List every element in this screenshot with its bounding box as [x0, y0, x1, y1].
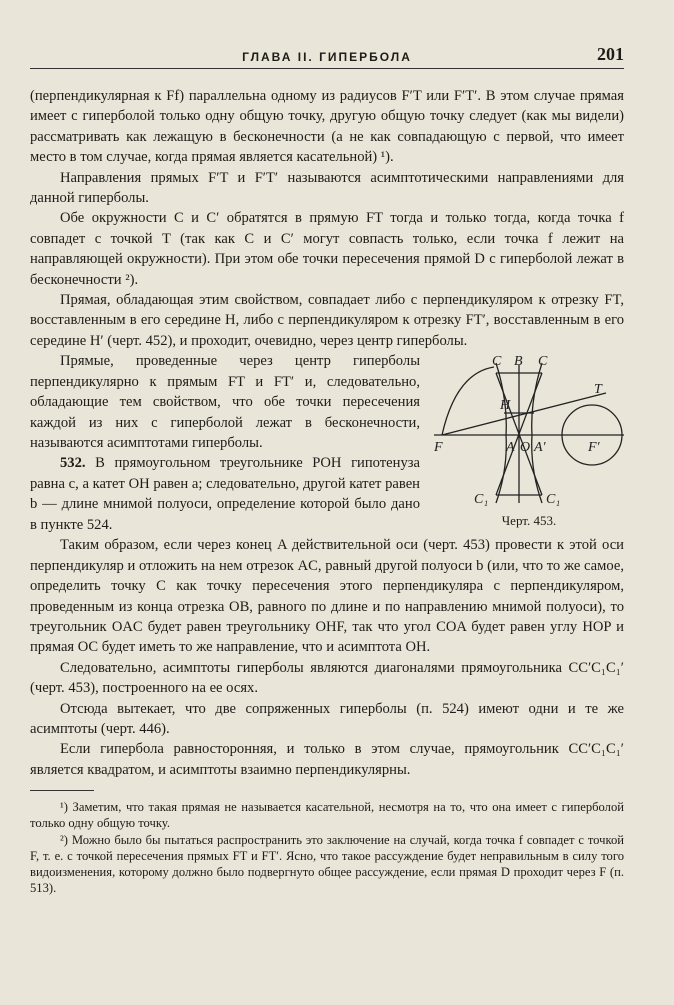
running-title: ГЛАВА II. ГИПЕРБОЛА: [242, 50, 412, 64]
figure-label: C: [538, 354, 548, 370]
figure-label: F′: [588, 440, 600, 456]
page-header: [30, 44, 624, 69]
paragraph: (перпендикулярная к Ff) параллельна одному из радиусов F′T или F′T′. В этом случае прямая имеет с гиперболой только одну общую точку, другую общую точку следует (как мы видели) рассматривать как лежащую в бесконечности (а не как совпадающую с первой, что имеет место в том случае, когда прямая является касательной) ¹).: [30, 88, 624, 166]
figure-drawing: [434, 353, 624, 513]
figure-label: B: [514, 354, 523, 370]
figure-label: A: [506, 440, 515, 456]
figure-label: A′: [534, 440, 546, 456]
figure-label: H: [500, 398, 511, 414]
figure-caption: Черт. 453.: [501, 513, 557, 529]
figure-label: O: [520, 440, 531, 456]
circle-arc: [442, 367, 494, 435]
paragraph: Таким образом, если через конец A действительной оси (черт. 453) провести к этой оси перпендикуляр и отложить на нем отрезок AC, равный другой полуоси b (или, что то же самое, определить точку C как точку пересечения этого перпендикуляра с перпендикуляром, проведенным из конца отрезка OB, равного по длине и по направлению мнимой полуоси), то треугольник OAC будет равен треугольнику OHF, так что угол COA будет равен углу HOP и прямая OC будет иметь то же направление, что и асимптота OH.: [30, 537, 624, 656]
section-number: 532.: [60, 455, 86, 472]
paragraph: Обе окружности C и C′ обратятся в прямую FT тогда и только тогда, когда точка f совпадет с точкой T (так как C и C′ могут совпасть только, если точка f лежит на направляющей окружности). При этом обе точки пересечения прямой D с гиперболой лежат в бесконечности ²).: [30, 210, 624, 288]
page-body: [30, 86, 624, 896]
figure-label: T: [594, 382, 602, 398]
paragraph: Прямая, обладающая этим свойством, совпадает либо с перпендикуляром к отрезку FT, восставленным в его середине H, либо с перпендикуляром к отрезку FT′, восставленным в его середине H′ (черт. 452), и проходит, очевидно, через центр гиперболы.: [30, 292, 624, 349]
figure-label: C: [492, 354, 502, 370]
tangent-line: [442, 393, 606, 435]
paragraph: Отсюда вытекает, что две сопряженных гиперболы (п. 524) имеют одни и те же асимптоты (черт. 446).: [30, 700, 624, 737]
footnote: ²) Можно было бы пытаться распространить это заключение на случай, когда точка f совпадет с точкой F, т. е. с точкой пересечения прямых FT и FT′. Ясно, что такое рассуждение будет неправильным в силу того видоизменения, которому должно было подвергнуто общее рассуждение, если прямая D проходит через F (п. 513).: [30, 832, 624, 896]
figure-label: F: [434, 440, 443, 456]
paragraph: Прямые, проведенные через центр гиперболы перпендикулярно к прямым FT и FT′ и, следовательно, обладающие тем свойством, что обе точки пересечения каждой из них с гиперболой лежат в бесконечности, называются асимптотами гиперболы.: [30, 353, 420, 451]
footnote: ¹) Заметим, что такая прямая не называется касательной, несмотря на то, что она имеет с гиперболой только одну общую точку.: [30, 800, 624, 831]
figure-label: C₁: [546, 492, 561, 508]
figure-label: C₁: [474, 492, 489, 508]
paragraph: Если гипербола равносторонняя, и только в этом случае, прямоугольник CC′C₁C₁′ является квадратом, и асимптоты взаимно перпендикулярны.: [30, 741, 624, 778]
paragraph: Следовательно, асимптоты гиперболы являются диагоналями прямоугольника CC′C₁C₁′ (черт. 453), построенного на ее осях.: [30, 659, 624, 697]
page-number: 201: [597, 44, 624, 64]
figure-453: [434, 353, 624, 531]
footnote-divider: [30, 790, 94, 791]
paragraph-text: В прямоугольном треугольнике POH гипотенуза равна c, а катет OH равен a; следовательно, другой катет равен b — длине мнимой полуоси, определение которой было дано в пункте 524.: [30, 455, 420, 533]
paragraph: Направления прямых F′T и F′T′ называются асимптотическими направлениями для данной гиперболы.: [30, 169, 624, 207]
